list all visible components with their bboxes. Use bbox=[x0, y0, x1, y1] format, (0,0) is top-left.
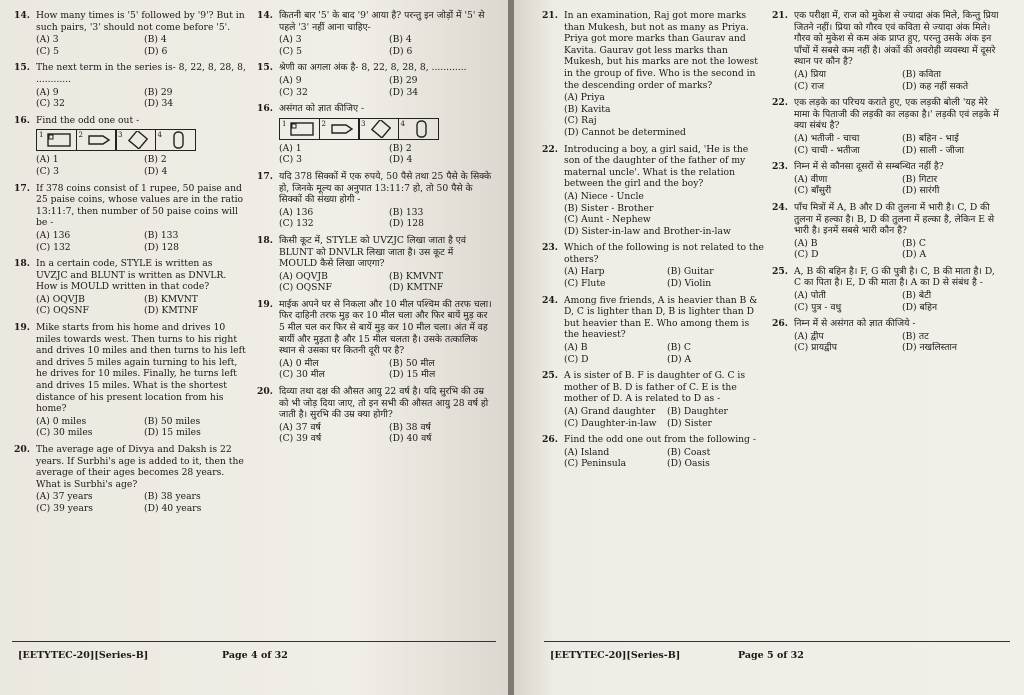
answer-options bbox=[794, 290, 1004, 313]
answer-option: (B) 133 bbox=[144, 229, 179, 241]
answer-option: (C) D bbox=[794, 249, 819, 261]
figure-number: 1 bbox=[282, 119, 287, 128]
answer-option: (D) A bbox=[667, 353, 692, 365]
question-text: Find the odd one out from the following - bbox=[564, 434, 756, 446]
question-number: 22. bbox=[772, 97, 788, 109]
question-14 bbox=[257, 10, 493, 57]
question-text: In a certain code, STYLE is written as UVZJC and BLUNT is written as DNVLR. How is MOULD written in that code? bbox=[36, 258, 227, 293]
figure-number: 3 bbox=[118, 131, 123, 140]
answer-option: (C) 132 bbox=[279, 218, 314, 230]
footer-rule bbox=[12, 641, 496, 642]
question-19 bbox=[14, 322, 246, 439]
question-18 bbox=[257, 235, 493, 294]
question-26 bbox=[772, 318, 1004, 354]
question-text: Among five friends, A is heavier than B & D, C is lighter than D, B is lighter than D but heavier than E. Who among them is the heaviest? bbox=[564, 294, 758, 341]
question-15 bbox=[14, 62, 246, 109]
question-number: 21. bbox=[542, 10, 558, 21]
question-text: किसी कूट में, STYLE को UVZJC लिखा जाता है एवं BLUNT को DNVLR लिखा जाता है। उस कूट में MOULD कैसे लिखा जाएगा? bbox=[279, 234, 466, 270]
question-number: 14. bbox=[14, 10, 30, 21]
answer-option: (B) 4 bbox=[389, 34, 412, 46]
figure-3 bbox=[358, 118, 399, 140]
question-number: 14. bbox=[257, 10, 273, 21]
answer-options bbox=[36, 154, 246, 177]
answer-option: (A) B bbox=[564, 342, 588, 354]
answer-option: (D) 15 मील bbox=[389, 369, 436, 381]
question-21 bbox=[772, 10, 1004, 92]
answer-option: (D) 34 bbox=[144, 98, 174, 110]
question-number: 22. bbox=[542, 143, 558, 155]
answer-options bbox=[279, 422, 493, 445]
answer-option: (D) Oasis bbox=[667, 458, 710, 470]
answer-option: (B) 38 वर्ष bbox=[389, 421, 431, 433]
question-text: A is sister of B. F is daughter of G. C is mother of B. D is father of C. E is the mother of D. A is related to D as - bbox=[564, 370, 746, 405]
footer-series-code: [EETYTEC-20][Series-B] bbox=[18, 650, 149, 661]
question-text: श्रेणी का अगला अंक है- 8, 22, 8, 28, 8, ............ bbox=[279, 62, 467, 74]
answer-option: (D) 4 bbox=[389, 154, 413, 166]
answer-option: (B) Daughter bbox=[667, 406, 728, 417]
question-text: कितनी बार '5' के बाद '9' आया है? परन्तु इन जोड़ों में '5' से पहले '3' नहीं आना चाहिए- bbox=[279, 10, 485, 33]
question-23 bbox=[772, 161, 1004, 197]
answer-option: (B) 50 मील bbox=[389, 357, 435, 369]
answer-options bbox=[279, 75, 493, 98]
answer-option: (B) 50 miles bbox=[144, 415, 201, 427]
answer-options bbox=[36, 34, 246, 57]
answer-option: (D) Sister-in-law and Brother-in-law bbox=[564, 225, 731, 237]
answer-option: (C) 30 मील bbox=[279, 369, 325, 381]
answer-option: (D) कह नहीं सकते bbox=[902, 80, 969, 92]
figure-2 bbox=[76, 129, 117, 151]
answer-option: (A) OQVJB bbox=[279, 270, 328, 282]
question-number: 20. bbox=[14, 444, 30, 455]
answer-option: (D) Sister bbox=[667, 417, 712, 429]
answer-option: (D) नखलिस्तान bbox=[902, 342, 957, 354]
question-text: पाँच मित्रों में A, B और D की तुलना में भारी है। C, D की तुलना में हल्का है। B, D की तुलना में हल्का है, लेकिन E से भारी है। इनमें सबसे भारी कौन है? bbox=[794, 201, 995, 237]
question-24 bbox=[772, 202, 1004, 261]
answer-option: (C) D bbox=[564, 353, 589, 365]
question-text: असंगत को ज्ञात कीजिए - bbox=[279, 103, 365, 115]
answer-option: (A) 37 वर्ष bbox=[279, 421, 321, 433]
question-text: Mike starts from his home and drives 10 miles towards west. Then turns to his right and drives 10 miles and then turns to his left and drives 5 miles again turning to his left, he drives for 10 miles. Finally, he turns left and drives 15 miles. What is the shortest distance of his present location from his home? bbox=[36, 322, 246, 415]
answer-option: (C) 132 bbox=[36, 241, 71, 253]
answer-option: (B) Guitar bbox=[667, 266, 714, 278]
left-english-column bbox=[14, 10, 246, 520]
answer-option: (C) OQSNF bbox=[36, 305, 89, 317]
answer-option: (A) 136 bbox=[279, 206, 314, 218]
answer-option: (C) 30 miles bbox=[36, 427, 93, 439]
question-22 bbox=[772, 97, 1004, 156]
answer-option: (A) Grand daughter bbox=[564, 406, 656, 417]
answer-option: (A) 9 bbox=[36, 86, 59, 98]
figure-3 bbox=[115, 129, 156, 151]
question-text: माईक अपने घर से निकला और 10 मील पश्चिम की तरफ चला। फिर दाहिनी तरफ मुड़ कर 10 मील चला और फिर बायें मुड़ कर 5 मील चल कर फिर से बायें मुड़ कर 10 मील चला। अंत में वह बायीं और मुड़ता है और 15 मील चलता है। उसके तत्कालिक स्थान से उसका घर कितनी दूरी पर है? bbox=[279, 298, 492, 357]
question-number: 16. bbox=[257, 103, 273, 115]
question-text: निम्न में से कौनसा दूसरों से सम्बन्धित नहीं है? bbox=[794, 161, 944, 173]
answer-option: (C) पुत्र - वधु bbox=[794, 301, 842, 313]
answer-option: (B) KMVNT bbox=[144, 293, 198, 305]
answer-option: (C) राज bbox=[794, 80, 825, 92]
question-text: निम्न में से असंगत को ज्ञात कीजिये - bbox=[794, 318, 916, 330]
answer-option: (D) 15 miles bbox=[144, 427, 201, 439]
question-number: 26. bbox=[772, 318, 788, 330]
answer-option: (A) Niece - Uncle bbox=[564, 190, 644, 202]
answer-option: (D) KMTNF bbox=[389, 282, 444, 294]
question-number: 23. bbox=[542, 242, 558, 254]
question-16 bbox=[257, 103, 493, 166]
figure-number: 4 bbox=[157, 131, 162, 140]
question-21 bbox=[542, 10, 764, 139]
answer-option: (C) 39 वर्ष bbox=[279, 433, 322, 445]
answer-option: (C) 3 bbox=[279, 154, 302, 166]
question-text: A, B की बहिन है। F, G की पुत्री है। C, B की माता है। D, C का पिता है। E, D की माता है। A का D से संबंध है - bbox=[794, 265, 995, 289]
question-25 bbox=[772, 266, 1004, 313]
question-number: 25. bbox=[772, 265, 788, 277]
question-number: 18. bbox=[257, 234, 273, 246]
answer-option: (C) Daughter-in-law bbox=[564, 417, 657, 429]
question-17 bbox=[14, 183, 246, 254]
answer-option: (D) बहिन bbox=[902, 301, 938, 313]
answer-options bbox=[564, 92, 764, 138]
answer-option: (B) C bbox=[902, 237, 926, 249]
answer-options bbox=[279, 143, 493, 166]
answer-option: (D) 40 years bbox=[144, 502, 202, 514]
answer-option: (B) C bbox=[667, 342, 691, 354]
answer-option: (A) Island bbox=[564, 446, 610, 458]
question-24 bbox=[542, 295, 764, 366]
answer-option: (C) Aunt - Nephew bbox=[564, 214, 651, 226]
answer-options bbox=[279, 271, 493, 294]
answer-option: (A) Priya bbox=[564, 92, 605, 104]
answer-option: (A) B bbox=[794, 237, 818, 249]
question-text: दिव्या तथा दक्ष की औसत आयु 22 वर्ष है। यदि सुरभि की उम्र को भी जोड़ दिया जाए, तो इन सभी की औसत आयु 28 वर्ष हो जाती है। सुरभि की उम्र क्या होगी? bbox=[279, 386, 489, 421]
odd-one-out-figures bbox=[36, 129, 246, 151]
figure-number: 4 bbox=[400, 119, 405, 128]
answer-option: (C) Raj bbox=[564, 115, 597, 127]
answer-option: (D) A bbox=[902, 249, 927, 261]
answer-options bbox=[794, 331, 1004, 354]
answer-option: (B) KMVNT bbox=[389, 270, 443, 282]
figure-1 bbox=[36, 129, 77, 151]
answer-option: (A) वीणा bbox=[794, 173, 828, 185]
answer-options bbox=[794, 174, 1004, 197]
answer-option: (A) 37 years bbox=[36, 491, 93, 503]
question-number: 24. bbox=[772, 201, 788, 213]
answer-options bbox=[564, 191, 764, 237]
question-number: 15. bbox=[14, 62, 30, 74]
answer-options bbox=[794, 69, 1004, 92]
question-text: एक लड़के का परिचय कराते हुए, एक लड़की बोली 'यह मेरे मामा के पिताजी की लड़की का लड़का है।' लड़की एवं लड़के में क्या संबंध है? bbox=[794, 97, 999, 132]
answer-option: (B) कविता bbox=[902, 68, 942, 80]
question-number: 24. bbox=[542, 294, 558, 306]
answer-option: (A) 0 miles bbox=[36, 415, 87, 427]
answer-option: (B) 2 bbox=[144, 154, 167, 166]
answer-option: (B) Kavita bbox=[564, 103, 611, 115]
footer-rule bbox=[544, 641, 1010, 642]
answer-option: (D) 6 bbox=[389, 45, 413, 57]
answer-option: (B) 4 bbox=[144, 34, 167, 46]
answer-option: (D) 4 bbox=[144, 165, 168, 177]
footer-page-number: Page 4 of 32 bbox=[222, 650, 288, 661]
question-18 bbox=[14, 258, 246, 317]
answer-option: (D) KMTNF bbox=[144, 305, 199, 317]
figure-4 bbox=[155, 129, 196, 151]
answer-options bbox=[279, 34, 493, 57]
answer-option: (A) 9 bbox=[279, 74, 302, 86]
question-number: 17. bbox=[14, 182, 30, 194]
page-5 bbox=[514, 0, 1024, 695]
question-20 bbox=[257, 386, 493, 445]
question-text: Introducing a boy, a girl said, 'He is the son of the daughter of the father of my maternal uncle'. What is the relation between the girl and the boy? bbox=[564, 143, 749, 190]
right-hindi-column bbox=[772, 10, 1004, 359]
answer-options bbox=[564, 342, 764, 365]
answer-options bbox=[564, 266, 764, 289]
answer-option: (A) 3 bbox=[36, 34, 59, 46]
answer-option: (C) चाची - भतीजा bbox=[794, 144, 860, 156]
question-text: The next term in the series is- 8, 22, 8, 28, 8, ............ bbox=[36, 62, 246, 85]
answer-option: (D) 128 bbox=[389, 218, 424, 230]
question-text: Find the odd one out - bbox=[36, 114, 140, 126]
footer-page-number: Page 5 of 32 bbox=[738, 650, 804, 661]
answer-option: (C) Peninsula bbox=[564, 458, 627, 470]
answer-option: (D) 128 bbox=[144, 241, 179, 253]
answer-option: (A) 0 मील bbox=[279, 357, 319, 369]
question-22 bbox=[542, 144, 764, 238]
answer-option: (D) Cannot be determined bbox=[564, 126, 686, 138]
answer-option: (D) Violin bbox=[667, 278, 712, 290]
answer-option: (B) गिटार bbox=[902, 173, 938, 185]
answer-option: (B) 133 bbox=[389, 206, 424, 218]
question-25 bbox=[542, 370, 764, 429]
question-23 bbox=[542, 242, 764, 289]
answer-options bbox=[564, 406, 764, 429]
answer-options bbox=[36, 87, 246, 110]
left-hindi-column bbox=[257, 10, 493, 450]
question-number: 25. bbox=[542, 370, 558, 382]
answer-option: (A) भतीजी - चाचा bbox=[794, 132, 860, 144]
question-text: यदि 378 सिक्कों में एक रुपये, 50 पैसे तथा 25 पैसे के सिक्के हो, जिनके मूल्य का अनुपात 13:11:7 हो, तो 50 पैसे के सिक्कों की संख्या होगी - bbox=[279, 170, 492, 206]
answer-options bbox=[36, 416, 246, 439]
answer-option: (C) 5 bbox=[36, 45, 59, 57]
answer-options bbox=[279, 207, 493, 230]
answer-option: (D) 40 वर्ष bbox=[389, 433, 432, 445]
answer-option: (A) 1 bbox=[279, 142, 302, 154]
question-14 bbox=[14, 10, 246, 57]
answer-options bbox=[36, 230, 246, 253]
odd-one-out-figures bbox=[279, 118, 493, 140]
question-text: Which of the following is not related to the others? bbox=[564, 242, 764, 265]
answer-option: (A) प्रिया bbox=[794, 68, 827, 80]
question-16 bbox=[14, 115, 246, 178]
answer-option: (B) Coast bbox=[667, 446, 711, 458]
question-20 bbox=[14, 444, 246, 515]
answer-option: (C) OQSNF bbox=[279, 282, 332, 294]
answer-option: (A) 1 bbox=[36, 154, 59, 166]
question-19 bbox=[257, 299, 493, 381]
answer-option: (B) बहिन - भाई bbox=[902, 132, 959, 144]
question-number: 20. bbox=[257, 386, 273, 398]
answer-option: (D) सारंगी bbox=[902, 185, 940, 197]
question-15 bbox=[257, 62, 493, 98]
figure-2 bbox=[319, 118, 360, 140]
answer-options bbox=[279, 358, 493, 381]
question-number: 18. bbox=[14, 258, 30, 270]
answer-option: (D) 34 bbox=[389, 86, 419, 98]
question-text: In an examination, Raj got more marks than Mukesh, but not as many as Priya. Priya got more marks than Gaurav and Kavita. Gaurav got less marks than Mukesh, but his marks are not the lowest in the group of five. Who is the second in the descending order of marks? bbox=[564, 10, 758, 91]
question-text: The average age of Divya and Daksh is 22 years. If Surbhi's age is added to it, then the average of their ages becomes 28 years. What is Surbhi's age? bbox=[36, 444, 244, 490]
answer-option: (A) Harp bbox=[564, 266, 605, 278]
right-english-column bbox=[542, 10, 764, 475]
answer-option: (C) प्रायद्वीप bbox=[794, 342, 837, 354]
question-number: 21. bbox=[772, 10, 788, 21]
answer-options bbox=[794, 238, 1004, 261]
answer-option: (A) पोती bbox=[794, 290, 826, 302]
question-26 bbox=[542, 434, 764, 470]
answer-option: (C) Flute bbox=[564, 278, 606, 290]
answer-option: (A) 3 bbox=[279, 34, 302, 46]
answer-option: (C) 5 bbox=[279, 45, 302, 57]
answer-option: (B) Sister - Brother bbox=[564, 202, 654, 214]
answer-option: (B) 29 bbox=[389, 74, 418, 86]
answer-option: (B) 38 years bbox=[144, 491, 201, 503]
question-text: If 378 coins consist of 1 rupee, 50 paise and 25 paise coins, whose values are in the ratio 13:11:7, then number of 50 paise coins will be - bbox=[36, 182, 244, 229]
answer-option: (B) तट bbox=[902, 330, 929, 342]
figure-number: 2 bbox=[78, 131, 83, 140]
page-4 bbox=[0, 0, 508, 695]
question-text: एक परीक्षा में, राज को मुकेश से ज्यादा अंक मिले, किन्तु प्रिया जितने नहीं। प्रिया को गौरव एवं कविता से ज्यादा अंक मिले। गौरव को मुकेश से कम अंक प्राप्त हुए, परन्तु उसके अंक इन पाँचों में सबसे कम नहीं है। अंकों की अवरोही व्यवस्था में दूसरे स्थान पर कौन है? bbox=[794, 10, 999, 68]
question-number: 17. bbox=[257, 170, 273, 182]
figure-number: 1 bbox=[39, 131, 44, 140]
question-text: How many times is '5' followed by '9'? But in such pairs, '3' should not come before '5'. bbox=[36, 10, 245, 33]
figure-1 bbox=[279, 118, 320, 140]
question-number: 19. bbox=[257, 298, 273, 310]
answer-option: (A) OQVJB bbox=[36, 293, 85, 305]
answer-option: (D) साली - जीजा bbox=[902, 144, 964, 156]
answer-option: (C) 32 bbox=[279, 86, 308, 98]
question-number: 15. bbox=[257, 62, 273, 74]
answer-options bbox=[36, 294, 246, 317]
question-number: 16. bbox=[14, 114, 30, 126]
question-number: 23. bbox=[772, 161, 788, 173]
answer-option: (C) 39 years bbox=[36, 502, 93, 514]
figure-number: 3 bbox=[361, 119, 366, 128]
answer-option: (B) 2 bbox=[389, 142, 412, 154]
answer-option: (D) 6 bbox=[144, 45, 168, 57]
footer-series-code: [EETYTEC-20][Series-B] bbox=[550, 650, 681, 661]
question-number: 19. bbox=[14, 322, 30, 334]
answer-option: (C) 32 bbox=[36, 98, 65, 110]
answer-option: (A) द्वीप bbox=[794, 330, 824, 342]
figure-4 bbox=[398, 118, 439, 140]
question-number: 26. bbox=[542, 434, 558, 446]
answer-option: (C) बाँसुरी bbox=[794, 185, 832, 197]
answer-option: (A) 136 bbox=[36, 229, 71, 241]
answer-options bbox=[564, 447, 764, 470]
answer-options bbox=[36, 491, 246, 514]
answer-option: (B) 29 bbox=[144, 86, 173, 98]
question-17 bbox=[257, 171, 493, 230]
answer-option: (C) 3 bbox=[36, 165, 59, 177]
figure-number: 2 bbox=[321, 119, 326, 128]
answer-option: (B) बेटी bbox=[902, 290, 932, 302]
answer-options bbox=[794, 133, 1004, 156]
